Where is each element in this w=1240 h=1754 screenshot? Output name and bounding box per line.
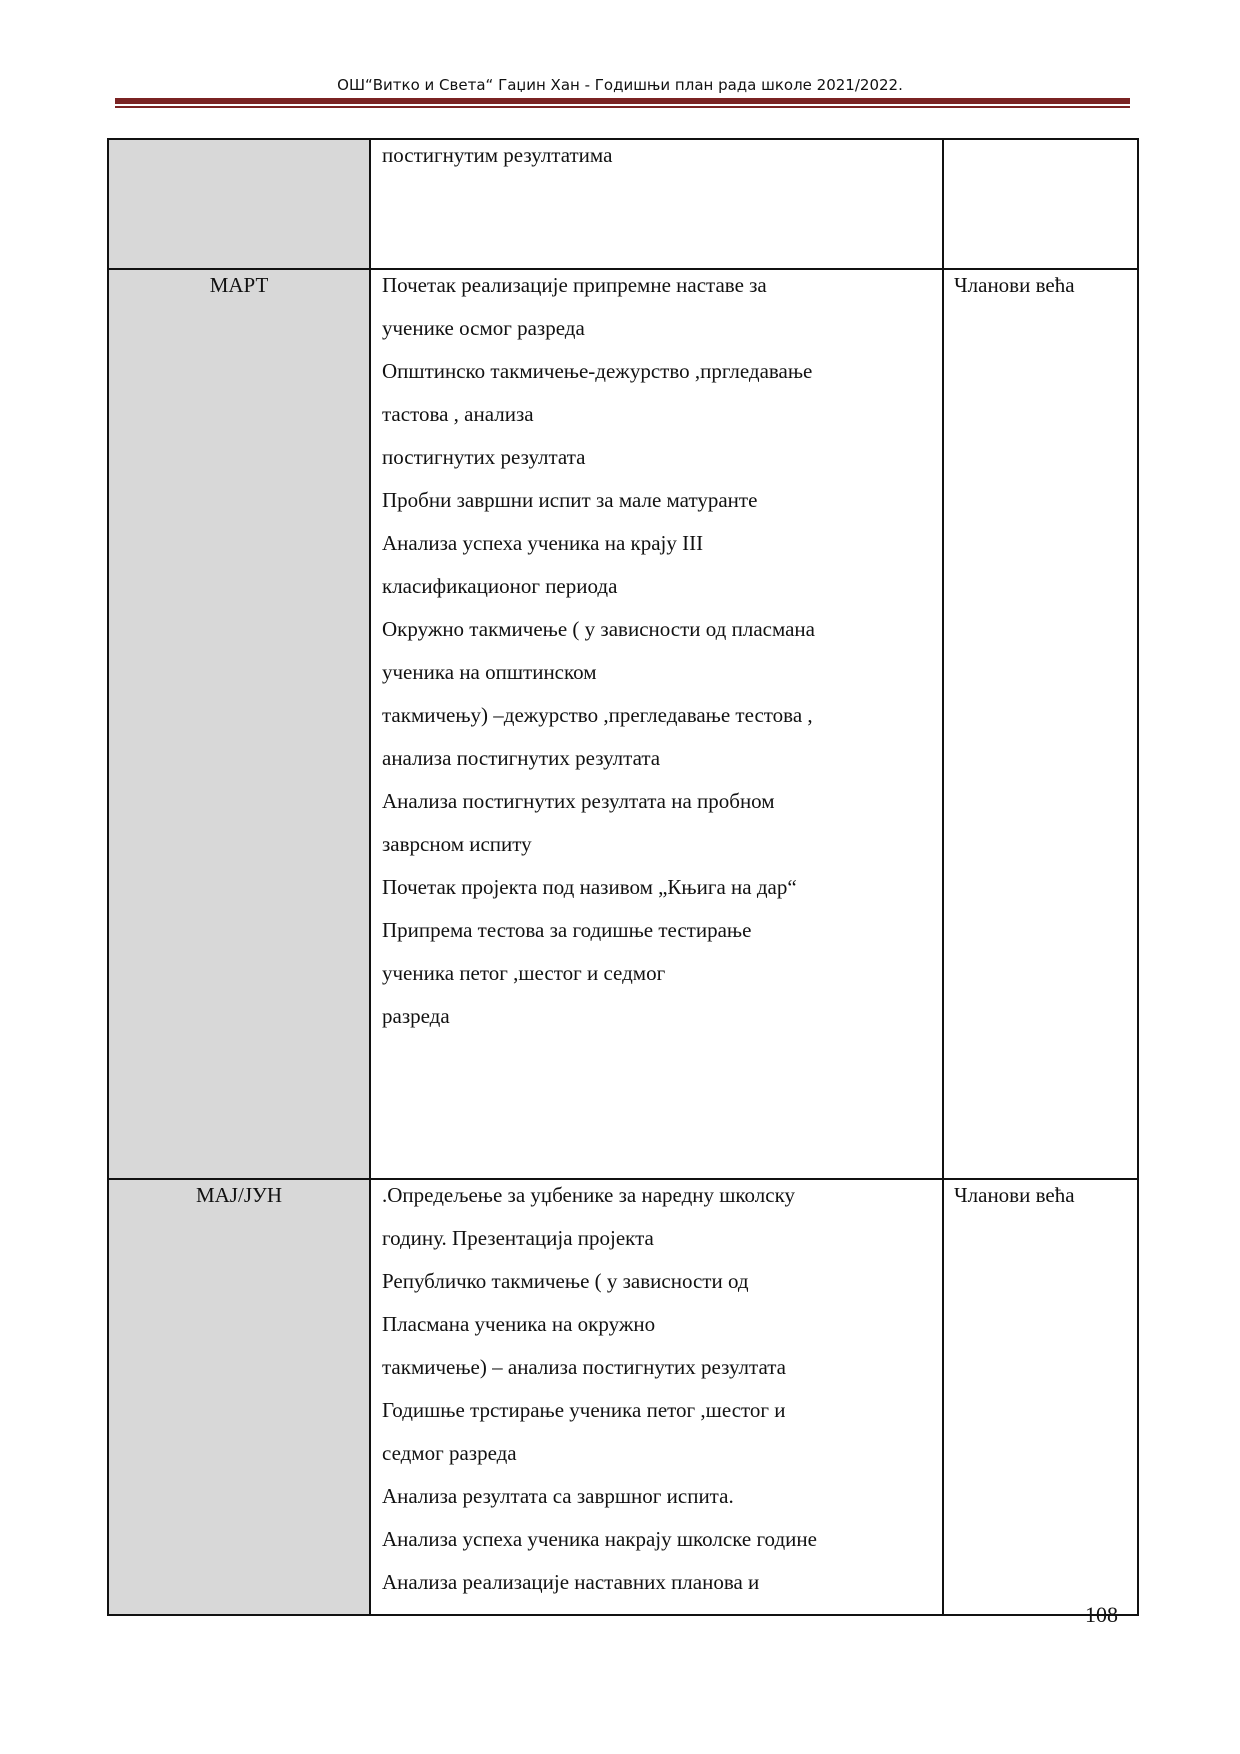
activity-line: Републичко такмичење ( у зависности од [382, 1269, 749, 1293]
activity-line: такмичењу) –дежурство ,прегледавање тестова , [382, 703, 813, 727]
activity-line: разреда [382, 1004, 450, 1028]
activity-line: Пласмана ученика на окружно [382, 1312, 656, 1336]
activities-cell [370, 269, 943, 1179]
table-row [108, 269, 1138, 1179]
activity-line: Анализа успеха ученика на крају III [382, 531, 704, 555]
activity-line: класификационог периода [382, 574, 618, 598]
activity-line: заврсном испиту [382, 832, 532, 856]
activity-line: седмог разреда [382, 1441, 517, 1465]
activity-line: Годишње трстирање ученика петог ,шестог и [382, 1398, 786, 1422]
header-rule-thin [115, 106, 1130, 108]
activity-line: такмичење) – анализа постигнутих резултата [382, 1355, 786, 1379]
activity-line: Пробни завршни испит за мале матуранте [382, 488, 758, 512]
activity-line: годину. Презентација пројекта [382, 1226, 654, 1250]
month-cell [108, 139, 370, 269]
activities-cell [370, 139, 943, 269]
page-number: 108 [1085, 1602, 1118, 1627]
activity-line: Почетак реализације припремне наставе за [382, 273, 767, 297]
activity-line: Окружно такмичење ( у зависности од пласмана [382, 617, 815, 641]
activity-line: Анализа успеха ученика накрају школске године [382, 1527, 817, 1551]
activity-line: Анализа резултата са завршног испита. [382, 1484, 734, 1508]
header-rule-thick [115, 98, 1130, 104]
responsible-cell: Чланови већа [943, 1179, 1138, 1615]
activity-line: Припрема тестова за годишње тестирање [382, 918, 752, 942]
activity-line: Анализа реализације наставних планова и [382, 1570, 760, 1594]
activity-line: анализа постигнутих резултата [382, 746, 661, 770]
page-header: ОШ“Витко и Света“ Гаџин Хан - Годишњи план рада школе 2021/2022. [337, 76, 903, 94]
activity-line: ученика петог ,шестог и седмог [382, 961, 666, 985]
activity-line: постигнутим резултатима [382, 143, 613, 167]
responsible-cell: Чланови већа [943, 269, 1138, 1179]
table-row [108, 1179, 1138, 1615]
activity-line: Општинско такмичење-дежурство ,пргледавање [382, 359, 813, 383]
responsible-cell [943, 139, 1138, 269]
month-cell: МАРТ [108, 269, 370, 1179]
activity-line: тастова , анализа [382, 402, 534, 426]
activity-line: Анализа постигнутих резултата на пробном [382, 789, 775, 813]
activity-line: постигнутих резултата [382, 445, 586, 469]
activity-line: ученика на општинском [382, 660, 597, 684]
table-row [108, 139, 1138, 269]
activity-line: ученике осмог разреда [382, 316, 585, 340]
activities-cell [370, 1179, 943, 1615]
plan-table [107, 138, 1139, 1616]
activity-line: Почетак пројекта под називом „Књига на дар“ [382, 875, 797, 899]
month-cell: МАЈ/ЈУН [108, 1179, 370, 1615]
activity-line: .Опредељење за уџбенике за наредну школску [382, 1183, 795, 1207]
